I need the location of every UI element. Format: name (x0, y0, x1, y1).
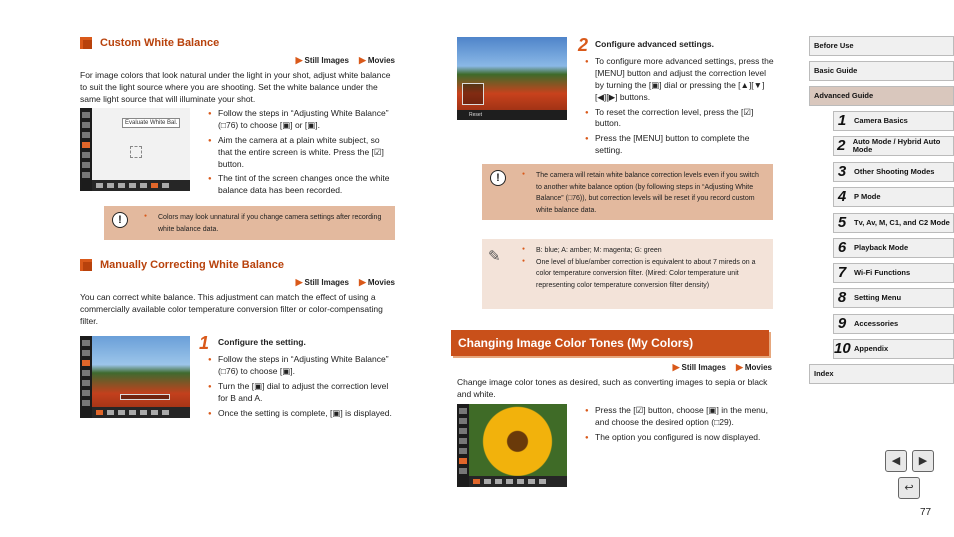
my-colors-banner: Changing Image Color Tones (My Colors) (451, 330, 769, 356)
caution-text: ● Colors may look unnatural if you change camera settings after recording white balance data. (144, 212, 387, 235)
triangle-icon: ▶ (295, 55, 303, 65)
wb-retain-caution (482, 164, 773, 220)
correction-grid (462, 83, 484, 105)
nav-basic-guide[interactable]: Basic Guide (809, 61, 954, 81)
manual-wb-intro: You can correct white balance. This adjustment can match the effect of using a commercially available color temperature conversion filter or color-compensating filter. (80, 292, 383, 326)
my-colors-intro: Change image color tones as desired, such as converting images to sepia or black and white. (457, 377, 768, 399)
triangle-icon: ▶ (358, 277, 366, 287)
manual-wb-heading: Manually Correcting White Balance (80, 258, 284, 273)
list-item: ● To configure more advanced settings, press the [MENU] button and adjust the correction level by turning the [▣] dial or pressing the [▲][▼][◀][▶] buttons. (585, 56, 775, 104)
list-item: ● Press the [MENU] button to complete the setting. (585, 133, 775, 157)
nav-advanced-guide[interactable]: Advanced Guide (809, 86, 954, 106)
section-square-icon (80, 259, 92, 271)
list-item: ● Aim the camera at a plain white subject, so that the entire screen is white. Press the [☑] button. (208, 135, 396, 171)
evaluate-wb-label: Evaluate White Bal. (122, 118, 180, 128)
chapter-2[interactable]: 2 Auto Mode / Hybrid Auto Mode (833, 136, 954, 156)
custom-wb-screenshot (80, 108, 190, 191)
manual-wb-screenshot (80, 336, 190, 418)
chapter-8[interactable]: 8 Setting Menu (833, 288, 954, 308)
reset-label: Reset (457, 110, 567, 120)
list-item: ● Once the setting is complete, [▣] is displayed. (208, 408, 396, 420)
list-item: ● Press the [☑] button, choose [▣] in the menu, and choose the desired option (□29). (585, 405, 775, 429)
mode-indicators: ▶ Still Images ▶ Movies (672, 362, 772, 372)
custom-wb-caution (104, 206, 395, 240)
section-square-icon (80, 37, 92, 49)
focus-frame-icon (130, 146, 142, 158)
custom-wb-intro: For image colors that look natural under the light in your shot, adjust white balance to suit the light source where you are shooting. Set the white balance under the same light source that will illuminate your shot. (80, 70, 391, 104)
advanced-wb-bullets (585, 56, 775, 160)
triangle-icon: ▶ (295, 277, 303, 287)
chapter-1[interactable]: 1 Camera Basics (833, 111, 954, 131)
chapter-10[interactable]: 10 Appendix (833, 339, 954, 359)
chapter-6[interactable]: 6 Playback Mode (833, 238, 954, 258)
list-item: ● The tint of the screen changes once the white balance data has been recorded. (208, 173, 396, 197)
next-page-button[interactable] (912, 450, 934, 472)
list-item: ● Follow the steps in “Adjusting White Balance” (□76) to choose [▣]. (208, 354, 396, 378)
chapter-5[interactable]: 5 Tv, Av, M, C1, and C2 Mode (833, 213, 954, 233)
triangle-icon: ▶ (358, 55, 366, 65)
triangle-icon: ▶ (672, 362, 680, 372)
wb-note (482, 239, 773, 309)
return-icon: ↩ (904, 482, 914, 494)
chapter-3[interactable]: 3 Other Shooting Modes (833, 162, 954, 182)
my-colors-screenshot (457, 404, 567, 487)
note-item: ● B: blue; A: amber; M: magenta; G: green (522, 245, 765, 257)
caution-icon: ! (112, 212, 128, 228)
custom-wb-bullets (208, 108, 396, 200)
mode-indicators: ▶ Still Images ▶ Movies (295, 277, 395, 287)
note-item: ● One level of blue/amber correction is equivalent to about 7 mireds on a color temperature conversion filter. (Mired: Color temperature unit representing color temperature conversion filter density) (522, 257, 765, 292)
page-number: 77 (920, 507, 932, 518)
list-item: ● To reset the correction level, press the [☑] button. (585, 107, 775, 131)
nav-before-use[interactable]: Before Use (809, 36, 954, 56)
arrow-left-icon: ◀ (891, 455, 901, 467)
prev-page-button[interactable] (885, 450, 907, 472)
triangle-icon: ▶ (735, 362, 743, 372)
chapter-4[interactable]: 4 P Mode (833, 187, 954, 207)
step-number: 1 (199, 333, 210, 353)
chapter-7[interactable]: 7 Wi-Fi Functions (833, 263, 954, 283)
manual-wb-bullets (208, 354, 396, 422)
nav-index[interactable]: Index (809, 364, 954, 384)
custom-wb-heading: Custom White Balance (80, 36, 219, 51)
chapter-9[interactable]: 9 Accessories (833, 314, 954, 334)
step-number: 2 (578, 35, 589, 55)
list-item: ● Follow the steps in “Adjusting White Balance” (□76) to choose [▣] or [▣]. (208, 108, 396, 132)
arrow-right-icon: ▶ (918, 455, 928, 467)
correction-slider (120, 394, 170, 400)
list-item: ● The option you configured is now displayed. (585, 432, 775, 444)
caution-icon: ! (490, 170, 506, 186)
advanced-wb-screenshot (457, 37, 567, 120)
step-title: Configure advanced settings. (595, 39, 715, 49)
caution-text: ● The camera will retain white balance correction levels even if you switch to another white balance option (by following steps in “Adjusting White Balance” (□76)), but correction levels will be reset if you record custom white balance data. (522, 170, 765, 216)
step-title: Configure the setting. (218, 337, 306, 347)
my-colors-bullets (585, 405, 775, 447)
list-item: ● Turn the [▣] dial to adjust the correction level for B and A. (208, 381, 396, 405)
return-button[interactable] (898, 477, 920, 499)
mode-indicators: ▶ Still Images ▶ Movies (295, 55, 395, 65)
pencil-icon: ✎ (488, 248, 501, 265)
